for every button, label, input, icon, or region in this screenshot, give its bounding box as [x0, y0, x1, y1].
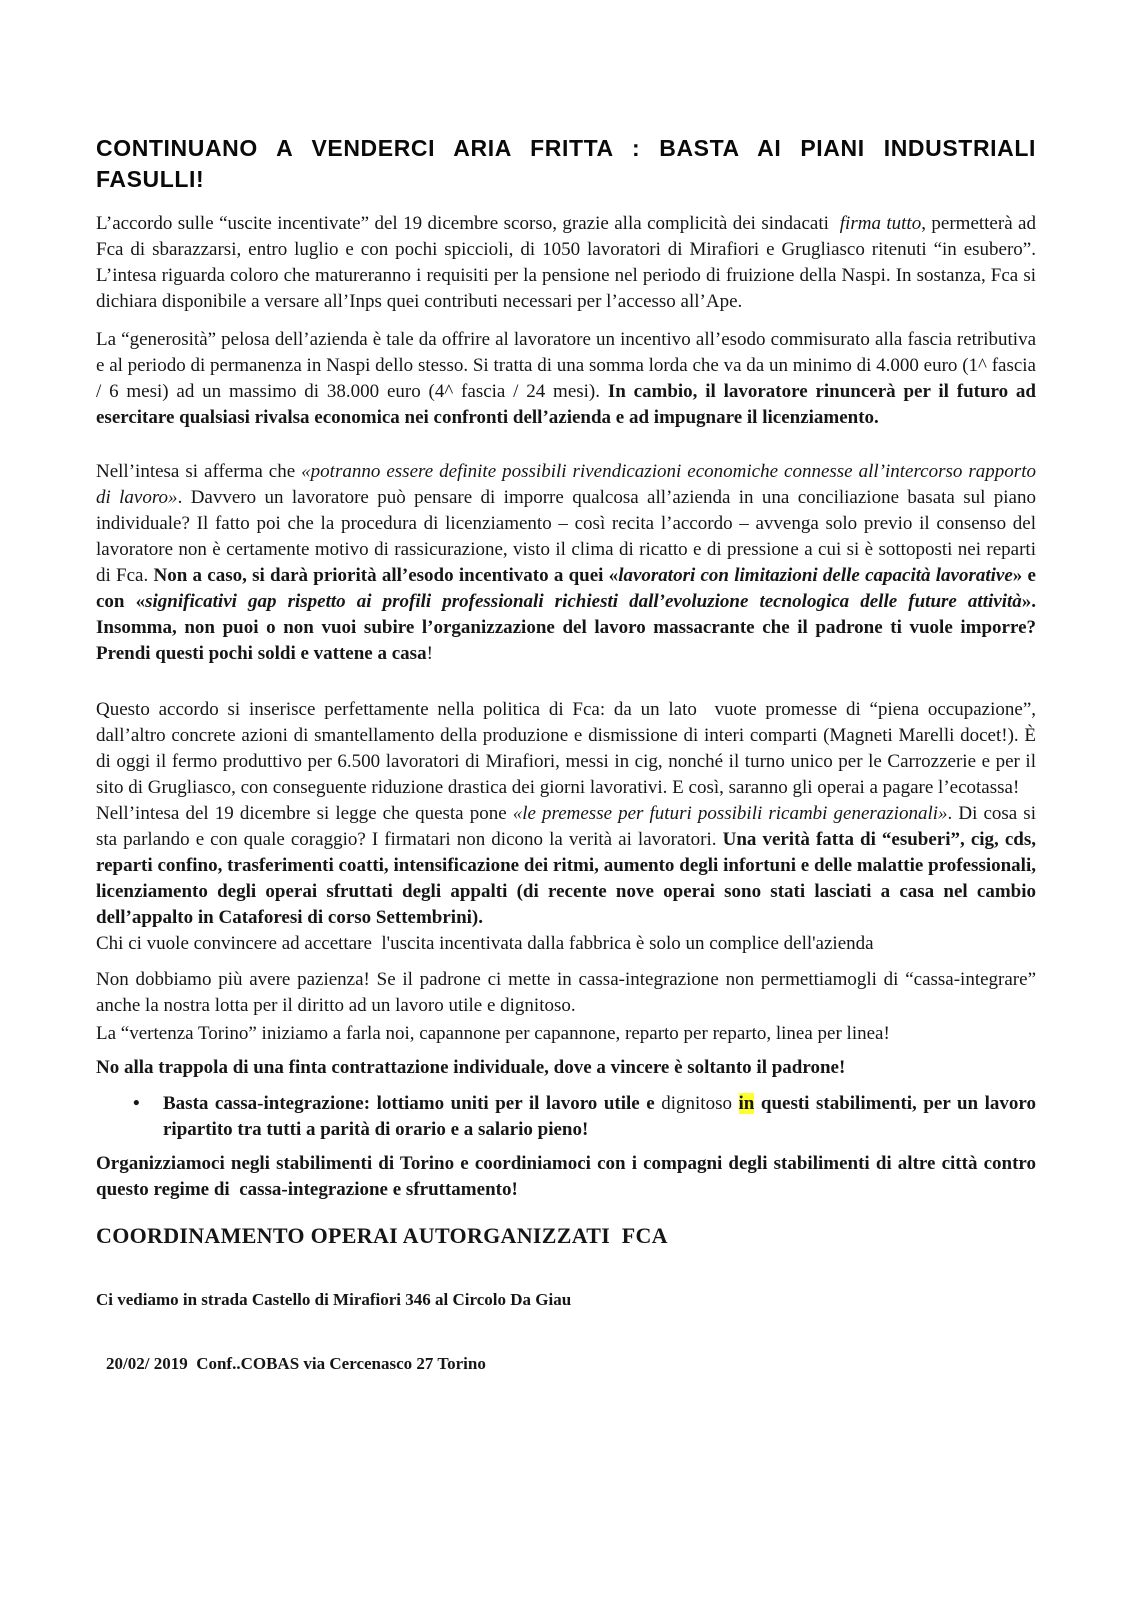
text-run-bold: questi stabilimenti, per un lavoro ripartito tra tutti a parità di orario e a salario pieno! [163, 1093, 1036, 1140]
line-vertenza-torino [96, 1021, 1036, 1047]
bullet-icon: • [133, 1093, 140, 1114]
paragraph-pazienza [96, 967, 1036, 1019]
text-run-bold: No alla trappola di una finta contrattazione individuale, dove a vincere è soltanto il padrone! [96, 1057, 846, 1078]
paragraph-politica-fca [96, 697, 1036, 801]
footer-meeting-info: Ci vediamo in strada Castello di Mirafiori 346 al Circolo Da Giau [96, 1290, 572, 1309]
paragraph-ricambi-generazionali [96, 801, 1036, 931]
text-run: La “vertenza Torino” iniziamo a farla noi, capannone per capannone, reparto per reparto, linea per linea! [96, 1023, 890, 1044]
text-run-italic: «potranno essere definite possibili rivendicazioni economiche connesse all’intercorso rapporto di lavoro» [96, 461, 1036, 508]
text-run: Nell’intesa del 19 dicembre si legge che questa pone [96, 803, 513, 824]
text-run: , permetterà ad Fca di sbarazzarsi, entro luglio e con pochi spiccioli, di 1050 lavoratori di Mirafiori e Grugliasco ritenuti “in esubero”. L’intesa riguarda coloro che matureranno i requisiti per la pensione nel periodo di fruizione della Naspi. In sostanza, Fca si dichiara disponibile a versare all’Inps quei contributi necessari per l’accesso all’Ape. [96, 213, 1036, 312]
paragraph-intesa [96, 459, 1036, 667]
footer-organization: COORDINAMENTO OPERAI AUTORGANIZZATI FCA [96, 1223, 668, 1248]
text-run-bold: Una verità fatta di “esuberi”, cig, cds, reparti confino, trasferimenti coatti, intensificazione dei ritmi, aumento degli infortuni e delle malattie professionali, licenziamento degli operai sfruttati degli appalti (di recente nove operai sono stati lasciati a casa nel cambio dell’appalto in Cataforesi di corso Settembrini). [96, 829, 1036, 928]
text-run: Non dobbiamo più avere pazienza! Se il padrone ci mette in cassa-integrazione non permettiamogli di “cassa-integrare” anche la nostra lotta per il diritto ad un lavoro utile e dignitoso. [96, 969, 1036, 1016]
footer-dateline: 20/02/ 2019 Conf..COBAS via Cercenasco 27 Torino [106, 1354, 486, 1373]
line-no-trappola [96, 1055, 1036, 1081]
text-run-italic: «le premesse per futuri possibili ricambi generazionali» [512, 803, 948, 824]
line-complice-azienda [96, 931, 1036, 957]
text-run: Chi ci vuole convincere ad accettare l'uscita incentivata dalla fabbrica è solo un complice dell'azienda [96, 933, 874, 954]
text-run-bold: Basta cassa-integrazione: lottiamo uniti per il lavoro utile e [163, 1093, 662, 1114]
text-run: . Di cosa si sta parlando e con quale coraggio? I firmatari non dicono la verità ai lavoratori. [96, 803, 1036, 850]
text-run: Nell’intesa si afferma che [96, 461, 302, 482]
text-run-bold: Non a caso, si darà priorità all’esodo incentivato a quei « [153, 565, 619, 586]
title-line-1: CONTINUANO A VENDERCI ARIA FRITTA : BASTA AI PIANI INDUSTRIALI [96, 135, 1036, 161]
text-run-bold-italic: significativi gap rispetto ai profili professionali richiesti dall’evoluzione tecnologica delle future attività [145, 591, 1022, 612]
text-run-bold: ». Insomma, non puoi o non vuoi subire l’organizzazione del lavoro massacrante che il padrone ti vuole imporre? Prendi questi pochi soldi e vattene a casa [96, 591, 1036, 664]
paragraph-generosita [96, 327, 1036, 431]
text-run: dignitoso [661, 1093, 739, 1114]
text-run-bold: Organizziamoci negli stabilimenti di Torino e coordiniamoci con i compagni degli stabilimenti di altre città contro questo regime di cassa-integrazione e sfruttamento! [96, 1153, 1036, 1200]
bullet-item-basta-cassa-integrazione [96, 1091, 1036, 1143]
document-title [96, 133, 1036, 195]
text-run-bold-italic: lavoratori con limitazioni delle capacità lavorative [618, 565, 1013, 586]
text-run-bold: In cambio, il lavoratore rinuncerà per il futuro ad esercitare qualsiasi rivalsa economica nei confronti dell’azienda e ad impugnare il licenziamento. [96, 381, 1036, 428]
text-run: ! [426, 643, 433, 664]
title-line-2: FASULLI! [96, 166, 205, 192]
text-run-bold: » e con « [96, 565, 1036, 612]
bullet-text [163, 1091, 1036, 1143]
paragraph-organizziamoci [96, 1151, 1036, 1203]
paragraph-accordo-uscite [96, 211, 1036, 315]
text-run: Questo accordo si inserisce perfettamente nella politica di Fca: da un lato vuote promesse di “piena occupazione”, dall’altro concrete azioni di smantellamento della produzione e dismissione di interi comparti (Magneti Marelli docet!). È di oggi il fermo produttivo per 6.500 lavoratori di Mirafiori, messi in cig, nonché il turno unico per le Carrozzerie e per il sito di Grugliasco, con conseguente riduzione drastica dei giorni lavorativi. E così, saranno gli operai a pagare l’ecotassa! [96, 699, 1036, 798]
text-run-italic: firma tutto [839, 213, 922, 234]
text-run: . Davvero un lavoratore può pensare di imporre qualcosa all’azienda in una conciliazione basata sul piano individuale? Il fatto poi che la procedura di licenziamento – così recita l’accordo – avvenga solo previo il consenso del lavoratore non è certamente motivo di rassicurazione, visto il clima di ricatto e di pressione a cui si è sottoposti nei reparti di Fca. [96, 487, 1036, 586]
text-run: La “generosità” pelosa dell’azienda è tale da offrire al lavoratore un incentivo all’esodo commisurato alla fascia retributiva e al periodo di permanenza in Naspi dello stesso. Si tratta di una somma lorda che va da un minimo di 4.000 euro (1^ fascia / 6 mesi) ad un massimo di 38.000 euro (4^ fascia / 24 mesi). [96, 329, 1036, 402]
text-run: L’accordo sulle “uscite incentivate” del 19 dicembre scorso, grazie alla complicità dei sindacati [96, 213, 840, 234]
text-run-highlighted: in [738, 1093, 755, 1114]
